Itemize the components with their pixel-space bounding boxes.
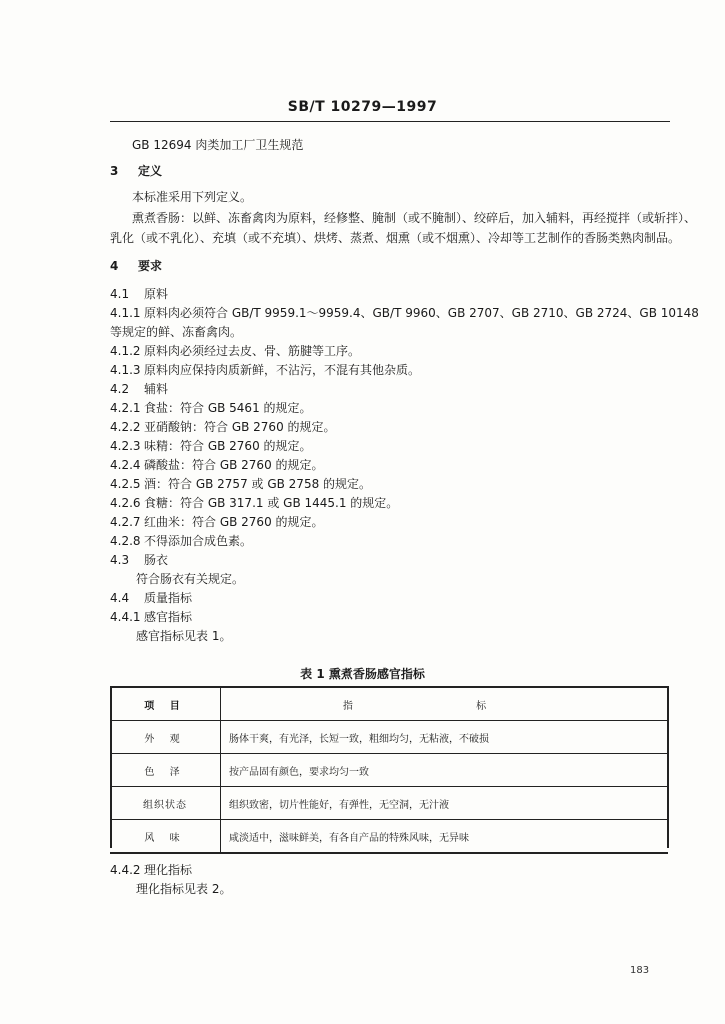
table-cell-item: 色 泽: [110, 754, 221, 787]
document-number-header: SB/T 10279—1997: [287, 99, 438, 115]
clause-number: 4.1: [110, 287, 130, 301]
clause-text: 原料肉必须经过去皮、骨、筋腱等工序。: [144, 344, 361, 358]
clause-text: 红曲米：符合 GB 2760 的规定。: [144, 515, 324, 529]
table-header-row: [110, 687, 668, 721]
sensory-index-table: [110, 686, 668, 854]
table-row: [110, 721, 668, 754]
clause-text: 亚硝酸钠：符合 GB 2760 的规定。: [144, 420, 336, 434]
clause-4-2: [110, 381, 168, 397]
clause-number: 4.1.1: [110, 306, 141, 320]
page-number: 183: [630, 965, 650, 976]
clause-title: 质量指标: [144, 591, 193, 605]
table-cell-index: 咸淡适中，滋味鲜美，有各自产品的特殊风味，无异味: [221, 820, 669, 854]
clause-number: 4.2.6: [110, 496, 141, 510]
clause-number: 4.2.7: [110, 515, 141, 529]
section-3-heading: [110, 163, 162, 179]
section-4-heading: [110, 258, 162, 274]
table-header-item: 项 目: [110, 687, 221, 721]
clause-4-1-3: [110, 362, 420, 378]
clause-4-1: [110, 286, 168, 302]
section-title: 要求: [138, 259, 163, 273]
clause-4-2-4: [110, 457, 324, 473]
clause-4-4-2: [110, 862, 192, 878]
table-cell-item: 外 观: [110, 721, 221, 754]
clause-4-2-6: [110, 495, 398, 511]
section-title: 定义: [138, 164, 163, 178]
clause-4-4: [110, 590, 192, 606]
clause-4-2-8: [110, 533, 252, 549]
clause-number: 4.4.1: [110, 610, 141, 624]
table-left-border: [110, 686, 112, 848]
table-1-caption: 表 1 熏煮香肠感官指标: [300, 667, 425, 681]
clause-text: 不得添加合成色素。: [144, 534, 253, 548]
table-cell-index: 肠体干爽，有光泽，长短一致，粗细均匀，无粘液，不破损: [221, 721, 669, 754]
header-rule: [110, 121, 670, 122]
table-cell-item: 组织状态: [110, 787, 221, 820]
clause-4-2-1: [110, 400, 312, 416]
table-row: [110, 820, 668, 854]
clause-number: 4.2.1: [110, 401, 141, 415]
clause-4-2-5: [110, 476, 371, 492]
clause-number: 4.1.2: [110, 344, 141, 358]
reference-standard-line: GB 12694 肉类加工厂卫生规范: [132, 138, 304, 152]
clause-number: 4.1.3: [110, 363, 141, 377]
clause-title: 肠衣: [144, 553, 169, 567]
clause-number: 4.2.8: [110, 534, 141, 548]
clause-number: 4.3: [110, 553, 130, 567]
clause-4-4-2-text: 理化指标见表 2。: [136, 882, 232, 896]
clause-title: 辅料: [144, 382, 169, 396]
clause-number: 4.4.2: [110, 863, 141, 877]
clause-4-1-1: [110, 305, 699, 321]
clause-4-1-2: [110, 343, 360, 359]
clause-text: 食糖：符合 GB 317.1 或 GB 1445.1 的规定。: [144, 496, 399, 510]
clause-text: 原料肉应保持肉质新鲜，不沾污，不混有其他杂质。: [144, 363, 421, 377]
table-cell-item: 风 味: [110, 820, 221, 854]
clause-number: 4.2.2: [110, 420, 141, 434]
clause-title: 感官指标: [144, 610, 193, 624]
clause-text: 磷酸盐：符合 GB 2760 的规定。: [144, 458, 324, 472]
clause-4-2-2: [110, 419, 336, 435]
clause-text: 食盐：符合 GB 5461 的规定。: [144, 401, 312, 415]
clause-text: 酒：符合 GB 2757 或 GB 2758 的规定。: [144, 477, 372, 491]
table-row: [110, 787, 668, 820]
clause-title: 理化指标: [144, 863, 193, 877]
clause-number: 4.2.4: [110, 458, 141, 472]
section-number: 3: [110, 164, 119, 178]
clause-text: 味精：符合 GB 2760 的规定。: [144, 439, 312, 453]
clause-4-2-7: [110, 514, 324, 530]
clause-4-3-text: 符合肠衣有关规定。: [136, 572, 245, 586]
clause-4-1-1-continuation: 等规定的鲜、冻畜禽肉。: [110, 325, 243, 339]
clause-4-3: [110, 552, 168, 568]
definition-intro: 本标准采用下列定义。: [132, 190, 253, 204]
clause-number: 4.4: [110, 591, 130, 605]
definition-text-line-2: 乳化（或不乳化）、充填（或不充填）、烘烤、蒸煮、烟熏（或不烟熏）、冷却等工艺制作的香肠类熟肉制品。: [110, 231, 681, 245]
table-header-index: 指 标: [221, 687, 669, 721]
table-right-border: [667, 686, 669, 848]
table-cell-index: 组织致密，切片性能好，有弹性，无空洞，无汁液: [221, 787, 669, 820]
clause-4-4-1-text: 感官指标见表 1。: [136, 629, 232, 643]
definition-text-line-1: 熏煮香肠：以鲜、冻畜禽肉为原料，经修整、腌制（或不腌制）、绞碎后，加入辅料，再经搅拌（或斩拌）、: [132, 211, 697, 225]
clause-number: 4.2.5: [110, 477, 141, 491]
table-row: [110, 754, 668, 787]
clause-4-4-1: [110, 609, 192, 625]
clause-title: 原料: [144, 287, 169, 301]
clause-4-2-3: [110, 438, 312, 454]
clause-number: 4.2: [110, 382, 130, 396]
clause-text: 原料肉必须符合 GB/T 9959.1～9959.4、GB/T 9960、GB 2707、GB 2710、GB 2724、GB 10148: [144, 306, 699, 320]
table-cell-index: 按产品固有颜色，要求均匀一致: [221, 754, 669, 787]
clause-number: 4.2.3: [110, 439, 141, 453]
section-number: 4: [110, 259, 119, 273]
